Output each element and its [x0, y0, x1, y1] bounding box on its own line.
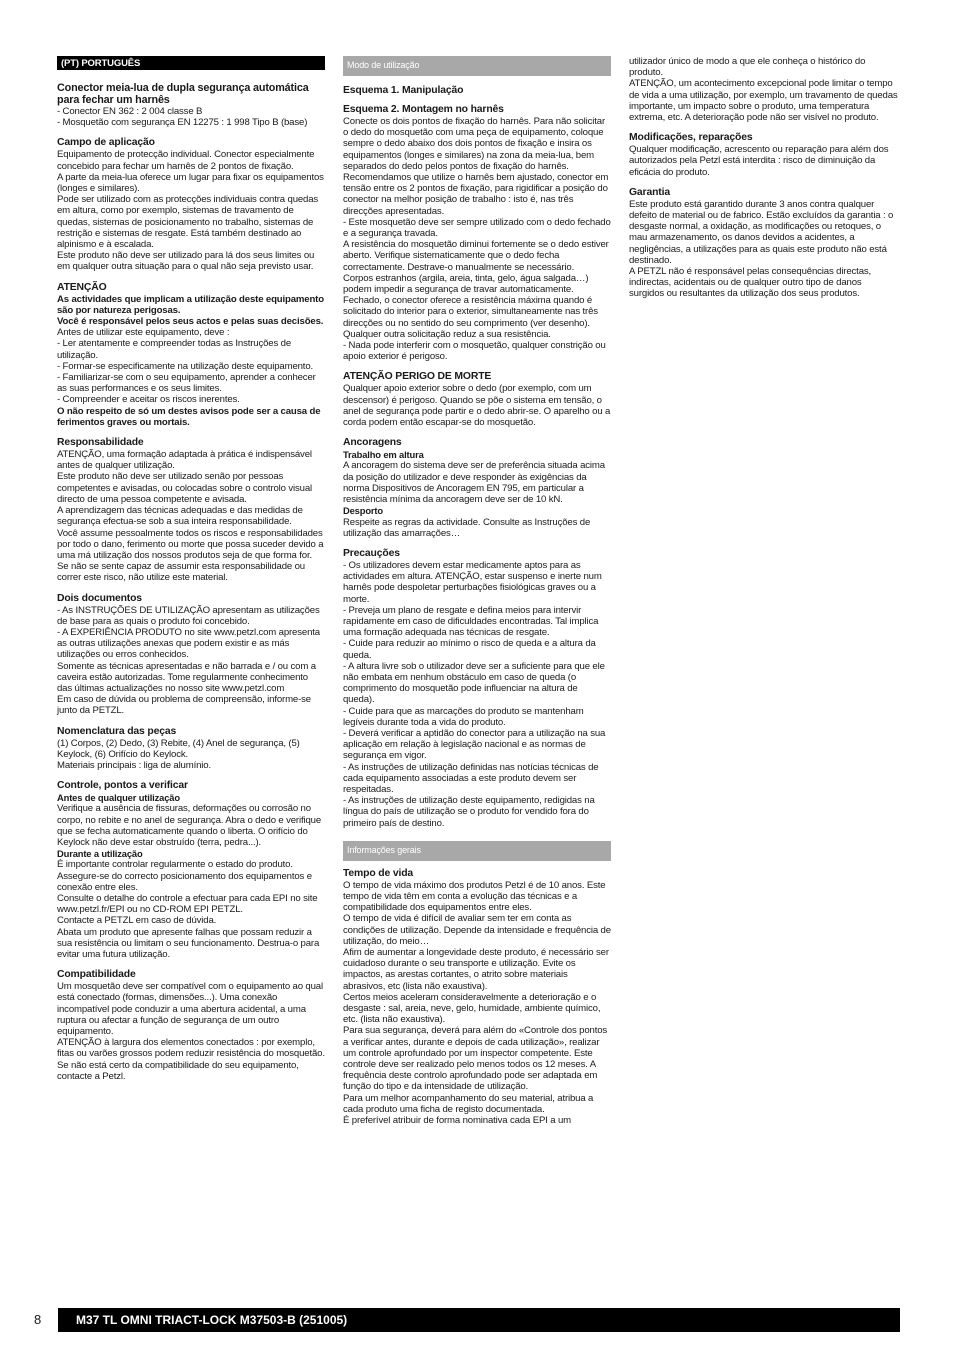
footer-bar: M37 TL OMNI TRIACT-LOCK M37503-B (251005): [58, 1308, 900, 1332]
section-heading: Modificações, reparações: [629, 132, 753, 144]
section-ancoragens: Ancoragens Trabalho em altura A ancoragem do sistema deve ser de preferência situada acima da posição do utilizador e deve responder às exigências da norma Dispositivos de Ancoragem EN 795, em particular a resistência mínima da ancoragem deve ser de 10 kN. Desporto Respeite as regras da actividade. Consulte as Instruções de utilização das amarrações…: [343, 437, 611, 539]
section-heading: Ancoragens: [343, 437, 402, 449]
section-heading: Tempo de vida: [343, 867, 414, 879]
section-heading: ATENÇÃO PERIGO DE MORTE: [343, 371, 492, 383]
section-bar-informacoes: Informações gerais: [343, 841, 611, 861]
section-heading: Compatibilidade: [57, 969, 136, 981]
section-continued: utilizador único de modo a que ele conheça o histórico do produto. ATENÇÃO, um acontecimento excepcional pode limitar o tempo de vida a uma utilização, por exemplo, um travamento de quedas importante, um impacto sobre o produto, uma temperatura extrema, etc. A deterioração pode não ser visível no produto.: [629, 56, 898, 124]
section-precaucoes: Precauções - Os utilizadores devem estar medicamente aptos para as actividades em altura. ATENÇÃO, estar suspenso e inerte num harnês pode despoletar perturbações fisiológicas graves ou a morte. - Preveja um plano de resgate e defina meios para intervir rapidamente em caso de dificuldades encontradas. Tal implica uma formação adequada nas técnicas de resgate. - Cuide para reduzir ao mínimo o risco de queda e a altura da queda. - A altura livre sob o utilizador deve ser a suficiente para que ele não embata em nenhum obstáculo em caso de queda (o comprimento do mosquetão pode influenciar na altura de queda). - Cuide para que as marcações do produto se mantenham legíveis durante toda a vida do produto. - Deverá verificar a aptidão do conector para a utilização na sua aplicação em relação à legislação nacional e as normas de segurança em vigor. - As instruções de utilização definidas nas notícias técnicas de cada equipamento associadas a este produto devem ser respeitadas. - As instruções de utilização deste equipamento, redigidas na língua do país de utilização se o produto for vendido fora do primeiro país de destino.: [343, 548, 611, 829]
section-heading: ATENÇÃO: [57, 281, 107, 293]
section-intro: Conector meia-lua de dupla segurança automática para fechar um harnês - Conector EN 362 : 2 004 classe B - Mosquetão com segurança EN 12275 : 1 998 Tipo B (base): [57, 82, 325, 128]
document-title: Conector meia-lua de dupla segurança automática para fechar um harnês: [57, 82, 309, 106]
section-garantia: Garantia Este produto está garantido durante 3 anos contra qualquer defeito de material ou de fabrico. Estão excluídos da garantia : o desgaste normal, a oxidação, as modificações ou retoques, o mau armazenamento, os danos devidos a acidentes, a negligências, a utilizações para as quais este produto não está destinado. A PETZL não é responsável pelas consequências directas, indirectas, acidentais ou de qualquer outro tipo de danos surgidos ou resultantes da utilização dos seus produtos.: [629, 187, 899, 300]
section-heading: Esquema 2. Montagem no harnês: [343, 104, 504, 115]
section-modificacoes: Modificações, reparações Qualquer modificação, acrescento ou reparação para além dos autorizados pela Petzl está interdita : risco de diminuição da eficácia do produto.: [629, 132, 899, 178]
section-controle: Controle, pontos a verificar Antes de qualquer utilização Verifique a ausência de fissuras, deformações ou corrosão no corpo, no rebite e no anel de segurança. Abra o dedo e verifique que se fecha automaticamente quando o liberta. O orifício do Keylock não deve estar obstruído (terra, pedra...). Durante a utilização É importante controlar regularmente o estado do produto. Assegure-se do correcto posicionamento dos equipamentos e conexão entre eles. Consulte o detalhe do controle a efectuar para cada EPI no site www.petzl.fr/EPI ou no CD-ROM EPI PETZL. Contacte a PETZL em caso de dúvida. Abata um produto que apresente falhas que possam reduzir a sua resistência ou limitam o seu funcionamento. Destrua-o para evitar uma futura utilização.: [57, 780, 325, 960]
section-heading: Esquema 1. Manipulação: [343, 85, 464, 96]
section-heading: Dois documentos: [57, 592, 142, 604]
section-heading: Campo de aplicação: [57, 137, 155, 149]
section-esquema1: [343, 85, 611, 97]
column-3: [629, 56, 899, 309]
section-atencao: ATENÇÃO As actividades que implicam a utilização deste equipamento são por natureza perigosas. Você é responsável pelos seus actos e pelas suas decisões. Antes de utilizar este equipamento, deve : - Ler atentamente e compreender todas as Instruções de utilização. - Formar-se especificamente na utilização deste equipamento. - Familiarizar-se com o seu equipamento, aprender a conhecer as suas performances e os seus limites. - Compreender e aceitar os riscos inerentes. O não respeito de só um destes avisos pode ser a causa de ferimentos graves ou mortais.: [57, 281, 324, 428]
language-header: (PT) PORTUGUÊS: [57, 56, 325, 70]
section-responsabilidade: Responsabilidade ATENÇÃO, uma formação adaptada à prática é indispensável antes de qualquer utilização. Este produto não deve ser utilizado senão por pessoas competentes e avisadas, ou colocadas sobre o controlo visual directo de uma pessoa competente e avisada. A aprendizagem das técnicas adequadas e das medidas de segurança efectua-se sob a sua inteira responsabilidade. Você assume pessoalmente todos os riscos e responsabilidades por todo o dano, ferimento ou morte que possa suceder devido a uma má utilização dos nossos produtos seja de que forma for. Se não se sente capaz de assumir esta responsabilidade ou correr este risco, não utilize este material.: [57, 437, 324, 584]
column-1: [57, 56, 325, 1091]
section-nomenclatura: Nomenclatura das peças (1) Corpos, (2) Dedo, (3) Rebite, (4) Anel de segurança, (5) Keylock, (6) Orifício do Keylock. Materiais principais : liga de alumínio.: [57, 726, 325, 772]
section-heading: Nomenclatura das peças: [57, 725, 177, 737]
column-2: [343, 56, 611, 1135]
section-bar-modo: Modo de utilização: [343, 56, 611, 76]
section-documentos: Dois documentos - As INSTRUÇÕES DE UTILIZAÇÃO apresentam as utilizações de base para as quais o produto foi concebido. - A EXPERIÊNCIA PRODUTO no site www.petzl.com apresenta as outras utilizações anexas que podem existir e as más utilizações ou erros conhecidos. Somente as técnicas apresentadas e não barrada e / ou com a caveira estão autorizadas. Tome regularmente conhecimento das últimas actualizações no nosso site www.petzl.com Em caso de dúvida ou problema de compreensão, informe-se junto da PETZL.: [57, 593, 325, 717]
section-tempo: Tempo de vida O tempo de vida máximo dos produtos Petzl é de 10 anos. Este tempo de vida têm em conta a evolução das técnicas e a compatibilidade dos equipamentos entre eles. O tempo de vida é difícil de avaliar sem ter em conta as condições de utilização. Depende da intensidade e frequência de utilização, do meio… Afim de aumentar a longevidade deste produto, é necessário ser cuidadoso durante o seu transporte e utilização. Evite os impactos, as arestas cortantes, o atrito sobre materiais abrasivos, etc (lista não exaustiva). Certos meios aceleram consideravelmente a deterioração e o desgaste : sal, areia, neve, gelo, humidade, ambiente químico, etc. (lista não exaustiva). Para sua segurança, deverá para além do «Controle dos pontos a verificar antes, durante e depois de cada utilização», realizar um controle aprofundado por um inspector competente. Este controle deve ser realizado pelo menos todos os 12 meses. A frequência deste controlo aprofundado pode ser adaptada em função do tipo e da intensidade de utilização. Para um melhor acompanhamento do seu material, atribua a cada produto uma ficha de registo documentada. É preferível atribuir de forma nominativa cada EPI a um: [343, 867, 611, 1127]
section-heading: Responsabilidade: [57, 437, 144, 449]
section-heading: Controle, pontos a verificar: [57, 780, 188, 792]
section-heading: Garantia: [629, 186, 670, 198]
section-perigo: ATENÇÃO PERIGO DE MORTE Qualquer apoio exterior sobre o dedo (por exemplo, com um descensor) é perigoso. Quando se põe o sistema em tensão, o anel de segurança pode partir e o dedo abrir-se. O aparelho ou a corda podem então escapar-se do mosquetão.: [343, 371, 611, 429]
page-number: 8: [34, 1312, 42, 1327]
section-esquema2: Esquema 2. Montagem no harnês Conecte os dois pontos de fixação do harnês. Para não solicitar o dedo do mosquetão com uma peça de equipamento, coloque sempre o dedo abaixo dos dois pontos de fixação e insira os equipamentos (longes e similares) na zona da meia-lua, bem separados do dedo pelos pontos de fixação do harnês. Recomendamos que utilize o harnês bem ajustado, conector em tensão entre os 2 pontos de fixação, para rigidificar a posição do conector na melhor posição de trabalho : isto é, nas três direcções apresentadas. - Este mosquetão deve ser sempre utilizado com o dedo fechado e a segurança travada. A resistência do mosquetão diminui fortemente se o dedo estiver aberto. Verifique sistematicamente que o dedo fecha correctamente. Destrave-o manualmente se necessário. Corpos estranhos (argila, areia, tinta, gelo, água salgada…) podem impedir a segurança de travar automaticamente. Fechado, o conector oferece a resistência máxima quando é solicitado do interior para o exterior, simultaneamente nas três direcções ou no sentido do seu comprimento (ver desenho). Qualquer outra solicitação reduz a sua resistência. - Nada pode interferir com o mosquetão, qualquer constrição ou apoio exterior é perigoso.: [343, 104, 611, 363]
section-heading: Precauções: [343, 547, 400, 559]
section-campo: Campo de aplicação Equipamento de protecção individual. Conector especialmente concebido para fechar um harnês de 2 pontos de fixação. A parte da meia-lua oferece um lugar para fixar os equipamentos (longes e similares). Pode ser utilizado com as protecções individuais contra quedas em altura, como por exemplo, sistemas de travamento de quedas, sistemas de posicionamento no trabalho, sistemas de restrição e sistemas de resgate. Está também destinado ao alpinismo e à escalada. Este produto não deve ser utilizado para lá dos seus limites ou em qualquer outra situação para o qual não seja previsto usar.: [57, 137, 324, 273]
section-compatibilidade: Compatibilidade Um mosquetão deve ser compatível com o equipamento ao qual está conectado (formas, dimensões...). Uma conexão incompatível pode conduzir a uma abertura acidental, a uma ruptura ou afectar a função de segurança de um outro equipamento. ATENÇÃO à largura dos elementos conectados : por exemplo, fitas ou varões grossos podem reduzir resistência do mosquetão. Se não está certo da compatibilidade do seu equipamento, contacte a Petzl.: [57, 969, 325, 1082]
